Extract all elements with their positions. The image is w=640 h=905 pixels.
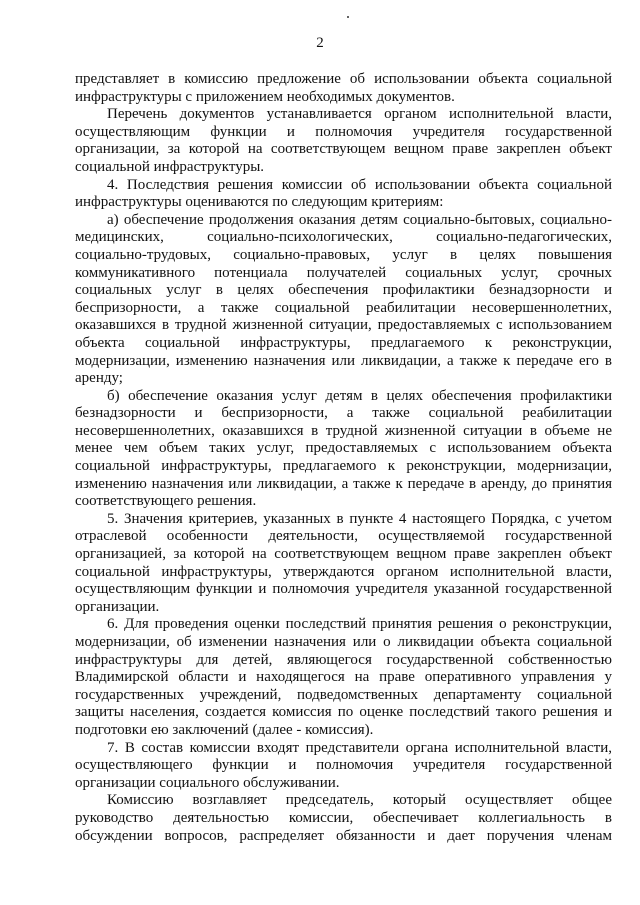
text-line: инфраструктуры с приложением необходимых документов. <box>75 88 455 105</box>
text-line: осуществляющим функции и полномочия учредителя указанной государственной <box>75 581 612 598</box>
text-line: инфраструктуры оцениваются по следующим критериям: <box>75 194 444 211</box>
text-line: б) обеспечение оказания услуг детям в целях обеспечения профилактики <box>107 387 612 404</box>
text-line: Перечень документов устанавливается органом исполнительной власти, <box>107 106 612 123</box>
text-line: менее чем объем таких услуг, предоставляемых с использованием объекта <box>75 440 612 457</box>
text-line: объекта социальной инфраструктуры, предлагаемого к реконструкции, <box>75 334 612 351</box>
text-line: обсуждении вопросов, распределяет обязанности и дает поручения членам <box>75 827 612 844</box>
text-line: Комиссию возглавляет председатель, который осуществляет общее <box>107 792 612 809</box>
text-line: аренду; <box>75 370 123 387</box>
text-line: изменению назначения или ликвидации, а также к передаче в аренду, до принятия <box>75 475 612 492</box>
text-line: коммуникативного потенциала получателей социальных услуг, срочных <box>75 264 612 281</box>
text-line: социальной инфраструктуры, утверждаются органом исполнительной власти, <box>75 563 612 580</box>
text-line: соответствующего решения. <box>75 493 257 510</box>
text-line: отраслевой особенности деятельности, осуществляемой государственной <box>75 528 612 545</box>
text-line: подготовки ею заключений (далее - комиссия). <box>75 721 374 738</box>
text-line: Владимирской области и находящегося на праве оперативного управления у <box>75 669 612 686</box>
text-line: организации. <box>75 598 160 615</box>
text-line: безнадзорности и беспризорности, а также социальной реабилитации <box>75 405 612 422</box>
paragraph <box>75 740 612 793</box>
paragraph <box>75 177 612 212</box>
text-line: оказавшихся в трудной жизненной ситуации, предоставляемых с использованием <box>75 317 612 334</box>
text-line: несовершеннолетних, оказавшихся в трудной жизненной ситуации в объеме не <box>75 422 612 439</box>
text-line: осуществляющим функции и полномочия учредителя государственной <box>75 123 612 140</box>
text-line: представляет в комиссию предложение об использовании объекта социальной <box>75 71 612 87</box>
paragraph <box>75 71 612 106</box>
paragraph <box>75 792 612 845</box>
text-line: беспризорности, а также социальной реабилитации несовершеннолетних, <box>75 299 612 316</box>
text-line: 6. Для проведения оценки последствий принятия решения о реконструкции, <box>107 616 612 633</box>
document-body <box>75 71 612 845</box>
text-line: организации социального обслуживании. <box>75 774 340 791</box>
text-line: 7. В состав комиссии входят представители органа исполнительной власти, <box>107 739 612 756</box>
text-line: социальной инфраструктуры. <box>75 158 265 175</box>
paragraph <box>75 616 612 739</box>
text-line: а) обеспечение продолжения оказания детям социально-бытовых, социально- <box>107 211 612 228</box>
scan-speck <box>347 16 349 18</box>
text-line: социальной инфраструктуры, предлагаемого к реконструкции, модернизации, <box>75 458 612 475</box>
text-line: организацией, за которой на соответствующем вещном праве закреплен объект <box>75 546 612 563</box>
paragraph <box>75 212 612 388</box>
text-line: модернизации, изменению назначения или ликвидации, а также к передаче его в <box>75 352 612 369</box>
paragraph <box>75 511 612 617</box>
text-line: 4. Последствия решения комиссии об использовании объекта социальной <box>107 176 612 193</box>
text-line: социальных услуг в целях обеспечения профилактики безнадзорности и <box>75 282 612 299</box>
text-line: руководство деятельностью комиссии, обеспечивает коллегиальность в <box>75 809 612 826</box>
text-line: осуществляющего функции и полномочия учредителя государственной <box>75 757 612 774</box>
text-line: организации, за которой на соответствующем вещном праве закреплен объект <box>75 141 612 158</box>
text-line: социально-трудовых, социально-правовых, услуг в целях повышения <box>75 246 612 263</box>
page-number: 2 <box>316 35 324 51</box>
paragraph <box>75 106 612 176</box>
text-line: государственных учреждений, подведомственных департаменту социальной <box>75 686 612 703</box>
text-line: 5. Значения критериев, указанных в пункте 4 настоящего Порядка, с учетом <box>107 510 612 527</box>
text-line: медицинских, социально-психологических, социально-педагогических, <box>75 229 612 246</box>
text-line: инфраструктуры для детей, являющегося государственной собственностью <box>75 651 612 668</box>
text-line: защиты населения, создается комиссия по оценке последствий такого решения и <box>75 704 612 721</box>
paragraph <box>75 388 612 511</box>
text-line: модернизации, об изменении назначения или о ликвидации объекта социальной <box>75 634 612 650</box>
